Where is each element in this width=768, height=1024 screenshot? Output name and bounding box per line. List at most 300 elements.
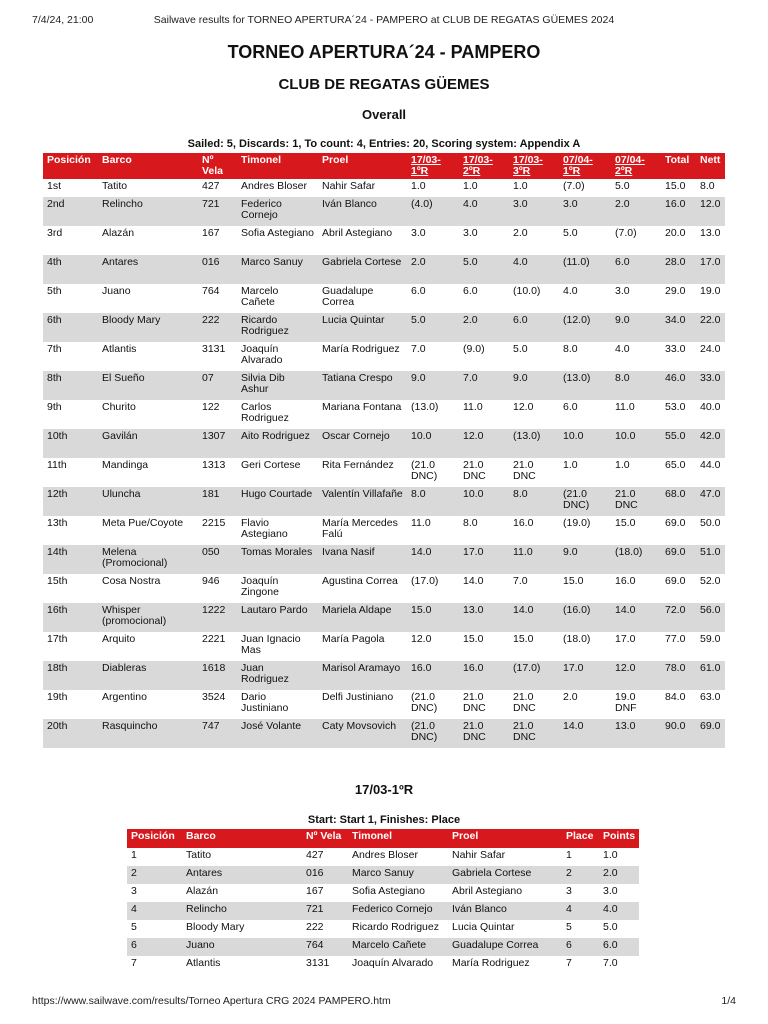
table-cell: 24.0 (700, 343, 721, 355)
table-cell: Gavilán (98, 429, 198, 458)
table-cell: (13.0) (411, 401, 439, 413)
table-row (127, 938, 639, 956)
table-cell: 28.0 (661, 255, 696, 284)
race-title: 17/03-1ºR (354, 782, 414, 797)
table-cell: 19.0 (700, 285, 721, 297)
table-cell: 1.0 (603, 849, 618, 861)
print-datetime: 7/4/24, 21:00 (32, 14, 94, 26)
table-cell: 78.0 (661, 661, 696, 690)
overall-column-header: Nett (696, 153, 725, 179)
table-cell: Andres Bloser (241, 180, 307, 192)
table-cell: 5 (131, 921, 137, 933)
table-cell: Atlantis (186, 957, 221, 969)
table-cell: Iván Blanco (318, 197, 407, 226)
table-cell: Ricardo Rodriguez (237, 313, 318, 342)
overall-column-header[interactable] (559, 153, 611, 179)
race-column-header: Place (562, 829, 599, 848)
race-link[interactable]: 17/03-1ºR (411, 154, 441, 177)
table-cell: 17.0 (696, 255, 725, 284)
table-cell: 50.0 (700, 517, 721, 529)
table-cell: 13.0 (700, 227, 721, 239)
table-cell: (10.0) (513, 285, 541, 297)
race-results-table (127, 829, 639, 974)
section-title-overall: Overall (361, 107, 407, 122)
table-cell: 4.0 (509, 255, 559, 284)
table-cell: Antares (98, 255, 198, 284)
table-row (43, 603, 725, 632)
table-cell: 22.0 (696, 313, 725, 342)
table-cell: María Rodriguez (322, 343, 400, 355)
table-row (43, 632, 725, 661)
table-cell: (13.0) (559, 371, 611, 400)
table-cell: 9.0 (509, 371, 559, 400)
table-cell: Marco Sanuy (348, 866, 448, 884)
table-cell: Whisper (promocional) (98, 603, 198, 632)
table-cell: 19th (47, 691, 68, 703)
table-cell: 16.0 (407, 661, 459, 690)
table-cell: Tatito (186, 849, 212, 861)
table-cell: Lucia Quintar (318, 313, 407, 342)
table-row (43, 690, 725, 719)
table-cell: Federico Cornejo (237, 197, 318, 226)
table-cell: (19.0) (563, 517, 591, 529)
table-cell: 52.0 (700, 575, 721, 587)
table-cell: 016 (198, 255, 237, 284)
table-cell: 721 (302, 902, 348, 920)
table-cell: María Pagola (322, 633, 385, 645)
table-cell: 2.0 (407, 255, 459, 284)
table-cell: 3rd (47, 227, 63, 239)
table-cell: 6.0 (611, 255, 661, 284)
table-row (43, 545, 725, 574)
table-cell: 3.0 (615, 285, 630, 297)
table-cell: 17th (47, 633, 68, 645)
table-cell: 7.0 (411, 343, 426, 355)
table-cell: 6.0 (563, 401, 578, 413)
table-cell: 5th (47, 285, 62, 297)
table-cell: 946 (202, 575, 220, 587)
table-cell: Bloody Mary (186, 921, 245, 933)
table-cell: 16.0 (661, 197, 696, 226)
table-cell: 33.0 (696, 371, 725, 400)
table-cell: 20.0 (665, 227, 686, 239)
table-cell: 8.0 (509, 487, 559, 516)
table-cell: (17.0) (509, 661, 559, 690)
table-cell: 15.0 (463, 633, 484, 645)
table-cell: Uluncha (98, 487, 198, 516)
table-cell: Abril Astegiano (452, 885, 523, 897)
table-cell: 1 (131, 849, 137, 861)
table-cell: 5.0 (407, 313, 459, 342)
table-cell: Marcelo Cañete (241, 285, 279, 308)
table-cell: Mariela Aldape (318, 603, 407, 632)
table-cell: 13.0 (611, 719, 661, 748)
table-cell: 8.0 (700, 180, 715, 192)
table-cell: 15.0 (407, 603, 459, 632)
table-cell: Marisol Aramayo (318, 661, 407, 690)
table-row (43, 400, 725, 429)
overall-column-header[interactable] (459, 153, 509, 179)
overall-column-header: Posición (43, 153, 98, 179)
table-cell: 427 (306, 849, 324, 861)
table-cell: Mandinga (102, 459, 149, 471)
race-link[interactable]: 07/04-1ºR (563, 154, 593, 177)
table-cell: Andres Bloser (352, 849, 418, 861)
table-cell: Valentín Villafañe (318, 487, 407, 516)
table-cell: 12.0 (696, 197, 725, 226)
race-link[interactable]: 17/03-2ºR (463, 154, 493, 177)
table-row (127, 884, 639, 902)
table-cell: 21.0 DNC (513, 459, 536, 482)
table-cell: El Sueño (98, 371, 198, 400)
table-cell: Caty Movsovich (318, 719, 407, 748)
table-cell: José Volante (237, 719, 318, 748)
overall-column-header: Proel (318, 153, 407, 179)
table-cell: 90.0 (661, 719, 696, 748)
table-cell: 42.0 (696, 429, 725, 458)
table-cell: Tomas Morales (237, 545, 318, 574)
table-cell: Nahir Safar (452, 849, 506, 861)
table-cell: Tatito (102, 180, 128, 192)
table-cell: Federico Cornejo (348, 902, 448, 920)
table-cell: (17.0) (411, 575, 439, 587)
table-cell: 721 (198, 197, 237, 226)
table-cell: 2221 (202, 633, 226, 645)
table-cell: 3 (566, 885, 572, 897)
table-cell: (11.0) (559, 255, 611, 284)
race-table-body (127, 848, 639, 974)
event-venue: CLUB DE REGATAS GÜEMES (278, 76, 490, 93)
table-cell: Joaquín Zingone (241, 575, 279, 598)
table-cell: 1.0 (615, 459, 630, 471)
table-cell: 9.0 (611, 313, 661, 342)
table-cell: Marcelo Cañete (348, 938, 448, 956)
table-cell: 3.0 (411, 227, 426, 239)
table-cell: 1.0 (563, 459, 578, 471)
table-cell: 7 (566, 957, 572, 969)
table-row (127, 848, 639, 866)
table-cell: 44.0 (700, 459, 721, 471)
table-cell: Ricardo Rodriguez (352, 921, 439, 933)
table-cell: 3.0 (603, 885, 618, 897)
table-cell: (21.0 DNC) (411, 691, 438, 714)
table-cell: 17.0 (559, 661, 611, 690)
overall-column-header: Timonel (237, 153, 318, 179)
table-cell: 2.0 (563, 691, 578, 703)
table-cell: Oscar Cornejo (318, 429, 407, 458)
table-cell: 764 (302, 938, 348, 956)
table-cell: 7.0 (603, 957, 618, 969)
overall-column-header[interactable] (509, 153, 559, 179)
table-cell: Gabriela Cortese (318, 255, 407, 284)
table-cell: Gabriela Cortese (448, 866, 562, 884)
table-cell: 56.0 (696, 603, 725, 632)
table-cell: Lucia Quintar (452, 921, 515, 933)
overall-column-header: Total (661, 153, 696, 179)
table-cell: 4th (43, 255, 98, 284)
table-cell: 2 (562, 866, 599, 884)
table-cell: 7 (131, 957, 137, 969)
table-cell: 11.0 (509, 545, 559, 574)
table-cell: Agustina Correa (322, 575, 398, 587)
table-cell: Guadalupe Correa (448, 938, 562, 956)
table-cell: Arquito (102, 633, 136, 645)
table-cell: 16.0 (615, 575, 636, 587)
table-cell: Alazán (102, 227, 135, 239)
table-cell: 181 (198, 487, 237, 516)
table-cell: 15.0 (665, 180, 686, 192)
table-cell: Ivana Nasif (318, 545, 407, 574)
table-row (43, 284, 725, 313)
table-cell: 12.0 (459, 429, 509, 458)
table-cell: 3.0 (509, 197, 559, 226)
table-cell: 7.0 (459, 371, 509, 400)
table-cell: 4 (562, 902, 599, 920)
table-row (127, 866, 639, 884)
table-cell: Rita Fernández (322, 459, 394, 471)
table-row (43, 197, 725, 226)
table-cell: 1.0 (411, 180, 426, 192)
table-cell: (21.0 DNC) (559, 487, 611, 516)
race-column-header: Posición (127, 829, 182, 848)
overall-column-header: Nº Vela (198, 153, 237, 179)
table-cell: 764 (202, 285, 220, 297)
table-row (43, 429, 725, 458)
table-cell: 16.0 (459, 661, 509, 690)
table-cell: Tatiana Crespo (318, 371, 407, 400)
table-cell: 72.0 (661, 603, 696, 632)
table-cell: 9th (47, 401, 62, 413)
table-cell: 2215 (202, 517, 226, 529)
table-cell: 16th (43, 603, 98, 632)
table-row (43, 661, 725, 690)
table-cell: 10.0 (611, 429, 661, 458)
table-cell: 14.0 (407, 545, 459, 574)
table-cell: 050 (198, 545, 237, 574)
table-cell: Silvia Dib Ashur (237, 371, 318, 400)
table-cell: 14.0 (559, 719, 611, 748)
table-cell: Flavio Astegiano (241, 517, 288, 540)
table-cell: 4 (127, 902, 182, 920)
table-cell: 1.0 (513, 180, 528, 192)
table-cell: 12.0 (411, 633, 432, 645)
table-cell: 21.0 DNC (463, 459, 486, 482)
table-cell: (21.0 DNC) (411, 459, 438, 482)
table-cell: (12.0) (559, 313, 611, 342)
table-cell: 69.0 (665, 517, 686, 529)
table-cell: 5.0 (513, 343, 528, 355)
table-cell: 21.0 DNC (513, 691, 536, 714)
table-cell: Relincho (182, 902, 302, 920)
table-cell: 16.0 (513, 517, 534, 529)
table-cell: 5.0 (459, 255, 509, 284)
table-row (43, 313, 725, 342)
table-cell: 1 (566, 849, 572, 861)
race-column-header: Nº Vela (302, 829, 348, 848)
print-header (32, 14, 736, 28)
table-row (43, 179, 725, 197)
table-cell: 15.0 (615, 517, 636, 529)
table-cell: Juan Ignacio Mas (241, 633, 301, 656)
table-cell: 13th (47, 517, 68, 529)
race-column-header: Timonel (348, 829, 448, 848)
table-cell: 12.0 (611, 661, 661, 690)
table-cell: Joaquín Alvarado (241, 343, 283, 366)
table-cell: Juano (182, 938, 302, 956)
table-cell: 747 (198, 719, 237, 748)
table-cell: 3.0 (463, 227, 478, 239)
race-link[interactable]: 07/04-2ºR (615, 154, 645, 177)
table-cell: 4.0 (599, 902, 639, 920)
table-cell: 69.0 (665, 575, 686, 587)
table-cell: 222 (198, 313, 237, 342)
table-cell: 21.0 DNC (611, 487, 661, 516)
table-cell: Sofia Astegiano (241, 227, 314, 239)
table-cell: 46.0 (661, 371, 696, 400)
table-cell: 6 (127, 938, 182, 956)
table-cell: 6.0 (599, 938, 639, 956)
overall-header-row (43, 153, 725, 179)
table-cell: Bloody Mary (98, 313, 198, 342)
table-cell: 20th (43, 719, 98, 748)
table-cell: Guadalupe Correa (322, 285, 374, 308)
table-cell: Argentino (102, 691, 147, 703)
table-cell: 122 (202, 401, 220, 413)
table-cell: 3131 (306, 957, 330, 969)
table-cell: Aito Rodriguez (237, 429, 318, 458)
table-cell: 4.0 (563, 285, 578, 297)
table-cell: Nahir Safar (322, 180, 376, 192)
table-cell: 55.0 (661, 429, 696, 458)
print-page-title: Sailwave results for TORNEO APERTURA´24 - PAMPERO at CLUB DE REGATAS GÜEMES 2024 (153, 14, 615, 26)
race-column-header: Proel (448, 829, 562, 848)
table-cell: Iván Blanco (448, 902, 562, 920)
table-cell: 14.0 (509, 603, 559, 632)
table-cell: 6th (43, 313, 98, 342)
table-cell: Joaquín Alvarado (352, 957, 434, 969)
table-cell: Marco Sanuy (237, 255, 318, 284)
table-cell: 10.0 (407, 429, 459, 458)
table-row (43, 255, 725, 284)
table-cell: 4.0 (615, 343, 630, 355)
race-link[interactable]: 17/03-3ºR (513, 154, 543, 177)
table-cell: 10.0 (559, 429, 611, 458)
table-cell: 12th (43, 487, 98, 516)
table-cell: Meta Pue/Coyote (102, 517, 184, 529)
table-cell: 11.0 (411, 517, 431, 529)
table-cell: 167 (202, 227, 220, 239)
table-cell: 10.0 (459, 487, 509, 516)
table-cell: 2.0 (459, 313, 509, 342)
table-cell: 2nd (43, 197, 98, 226)
table-cell: Atlantis (102, 343, 137, 355)
table-cell: (4.0) (407, 197, 459, 226)
table-cell: 77.0 (665, 633, 686, 645)
table-cell: 8th (43, 371, 98, 400)
overall-results-table (43, 153, 725, 748)
table-row (43, 487, 725, 516)
table-cell: Juan Rodriguez (237, 661, 318, 690)
table-cell: 21.0 DNC (509, 719, 559, 748)
table-cell: 53.0 (665, 401, 686, 413)
table-cell: 65.0 (665, 459, 686, 471)
overall-column-header: Barco (98, 153, 198, 179)
table-cell: 68.0 (661, 487, 696, 516)
table-cell: 8.0 (407, 487, 459, 516)
table-cell: 59.0 (700, 633, 721, 645)
table-cell: (7.0) (615, 227, 637, 239)
table-cell: 2.0 (611, 197, 661, 226)
table-cell: (18.0) (563, 633, 591, 645)
table-cell: 19.0 DNF (615, 691, 637, 714)
table-cell: 13.0 (459, 603, 509, 632)
table-cell: 6.0 (411, 285, 426, 297)
table-cell: 1618 (198, 661, 237, 690)
table-cell: Hugo Courtade (237, 487, 318, 516)
overall-table-body (43, 179, 725, 748)
table-cell: Rasquincho (98, 719, 198, 748)
table-cell: (21.0 DNC) (407, 719, 459, 748)
table-cell: Carlos Rodriguez (241, 401, 289, 424)
table-cell: Antares (182, 866, 302, 884)
table-row (127, 956, 639, 974)
table-cell: 3524 (202, 691, 226, 703)
table-cell: Dario Justiniano (241, 691, 289, 714)
table-cell: Cosa Nostra (102, 575, 161, 587)
race-column-header: Barco (182, 829, 302, 848)
table-cell: 14.0 (611, 603, 661, 632)
table-row (43, 574, 725, 603)
table-cell: 11.0 (615, 401, 635, 413)
table-cell: 5.0 (563, 227, 578, 239)
table-cell: 016 (302, 866, 348, 884)
table-cell: Geri Cortese (241, 459, 301, 471)
overall-column-header[interactable] (407, 153, 459, 179)
table-cell: (16.0) (559, 603, 611, 632)
table-cell: Lautaro Pardo (237, 603, 318, 632)
table-cell: 5 (566, 921, 572, 933)
table-cell: 7th (47, 343, 62, 355)
table-cell: 15.0 (513, 633, 534, 645)
table-cell: Juano (102, 285, 131, 297)
race-header-row (127, 829, 639, 848)
table-cell: 1.0 (463, 180, 478, 192)
table-row (127, 920, 639, 938)
table-cell: Relincho (98, 197, 198, 226)
print-url: https://www.sailwave.com/results/Torneo Apertura CRG 2024 PAMPERO.htm (32, 995, 391, 1007)
table-cell: (13.0) (509, 429, 559, 458)
table-cell: María Mercedes Falú (322, 517, 398, 540)
table-cell: 07 (198, 371, 237, 400)
table-cell: María Rodriguez (452, 957, 530, 969)
table-cell: 222 (306, 921, 324, 933)
table-row (43, 719, 725, 748)
table-cell: 2.0 (599, 866, 639, 884)
table-cell: 11th (47, 459, 67, 471)
table-cell: 6.0 (509, 313, 559, 342)
table-cell: 1307 (198, 429, 237, 458)
table-cell: 84.0 (665, 691, 686, 703)
table-cell: Churito (102, 401, 136, 413)
table-cell: 21.0 DNC (459, 719, 509, 748)
table-cell: 40.0 (700, 401, 721, 413)
table-cell: 5.0 (615, 180, 630, 192)
overall-column-header[interactable] (611, 153, 661, 179)
table-cell: Delfi Justiniano (322, 691, 394, 703)
table-cell: 427 (202, 180, 220, 192)
table-cell: 29.0 (665, 285, 686, 297)
event-title: TORNEO APERTURA´24 - PAMPERO (227, 42, 541, 62)
